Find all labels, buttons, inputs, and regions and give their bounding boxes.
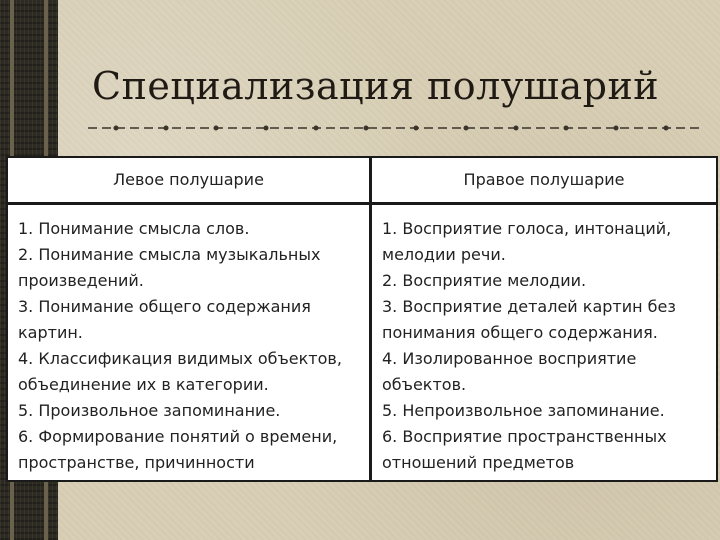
table-line: 1. Понимание смысла слов.	[18, 219, 250, 238]
table-line: отношений предметов	[382, 453, 575, 472]
table-line: 4. Классификация видимых объектов,	[18, 349, 342, 368]
table-line: произведений.	[18, 271, 144, 290]
table-line: картин.	[18, 323, 83, 342]
table-line: 2. Понимание смысла музыкальных	[18, 245, 321, 264]
table-line: 4. Изолированное восприятие	[382, 349, 637, 368]
table-line: объектов.	[382, 375, 467, 394]
table-line: 5. Произвольное запоминание.	[18, 401, 281, 420]
left-hemisphere-cell	[18, 216, 363, 476]
right-hemisphere-cell	[382, 216, 712, 476]
left-hemisphere-header: Левое полушарие	[113, 170, 264, 189]
table-line: мелодии речи.	[382, 245, 506, 264]
table-line: 6. Формирование понятий о времени,	[18, 427, 338, 446]
table-line: 1. Восприятие голоса, интонаций,	[382, 219, 672, 238]
table-line: объединение их в категории.	[18, 375, 269, 394]
title-divider	[88, 122, 700, 134]
hemispheres-table	[6, 156, 718, 482]
table-line: 3. Восприятие деталей картин без	[382, 297, 676, 316]
table-line: 3. Понимание общего содержания	[18, 297, 311, 316]
table-line: понимания общего содержания.	[382, 323, 658, 342]
right-hemisphere-header: Правое полушарие	[463, 170, 625, 189]
column-divider	[369, 158, 372, 480]
table-line: пространстве, причинности	[18, 453, 255, 472]
table-line: 2. Восприятие мелодии.	[382, 271, 587, 290]
table-line: 6. Восприятие пространственных	[382, 427, 667, 446]
table-line: 5. Непроизвольное запоминание.	[382, 401, 665, 420]
slide-title: Специализация полушарий	[92, 64, 660, 108]
